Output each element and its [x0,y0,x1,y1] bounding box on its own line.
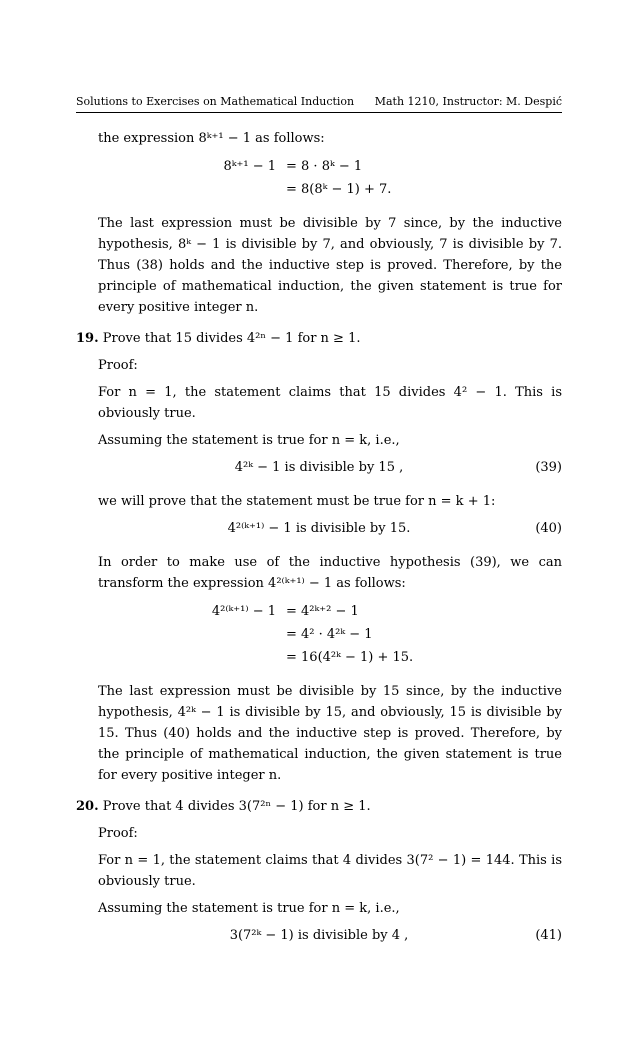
problem-19-equation-block [76,602,562,671]
p19-eq-rhs-1: = 4²ᵏ⁺² − 1 [286,604,359,619]
equation-39-body: 4²ᵏ − 1 is divisible by 15 , [234,460,404,475]
problem-20-number: 20. [76,799,99,814]
problem-19-assumption: Assuming the statement is true for n = k, i.e., [98,433,400,448]
s18-equation-block [76,157,562,203]
p19-eq-lhs: 4²⁽ᵏ⁺¹⁾ − 1 [211,604,276,619]
problem-19-text: Prove that 15 divides 4²ⁿ − 1 for n ≥ 1. [102,331,361,346]
p19-eq-rhs-2: = 4² · 4²ᵏ − 1 [286,627,373,642]
equation-40-number: (40) [535,521,562,536]
problem-20-assumption: Assuming the statement is true for n = k, i.e., [98,901,400,916]
header-left: Solutions to Exercises on Mathematical Induction [76,95,355,108]
problem-20-base-case: For n = 1, the statement claims that 4 divides 3(7² − 1) = 144. This is obviously true. [98,853,562,889]
header-right: Math 1210, Instructor: M. Despić [374,95,562,108]
s18-eq-rhs-1: = 8 · 8ᵏ − 1 [286,159,363,174]
page-body [76,128,562,959]
s18-conclusion: The last expression must be divisible by 7 since, by the inductive hypothesis, 8ᵏ − 1 is divisible by 7, and obviously, 7 is divisible by 7. Thus (38) holds and the inductive step is proved. Therefore, by the principle of mathematical induction, the given statement is true for every positive integer n. [98,216,562,315]
s18-intro: the expression 8ᵏ⁺¹ − 1 as follows: [98,131,325,146]
equation-40-body: 4²⁽ᵏ⁺¹⁾ − 1 is divisible by 15. [227,521,411,536]
problem-20-statement [76,796,562,817]
problem-20-text: Prove that 4 divides 3(7²ⁿ − 1) for n ≥ 1. [102,799,371,814]
problem-20-proof-label: Proof: [98,826,138,841]
problem-19-will-prove: we will prove that the statement must be true for n = k + 1: [98,494,496,509]
p19-eq-rhs-3: = 16(4²ᵏ − 1) + 15. [286,650,414,665]
problem-19-statement [76,328,562,349]
problem-19-number: 19. [76,331,99,346]
equation-41-number: (41) [535,928,562,943]
s18-eq-rhs-2: = 8(8ᵏ − 1) + 7. [286,182,392,197]
equation-41 [76,925,562,951]
equation-39-number: (39) [535,460,562,475]
running-header [76,95,562,113]
equation-40 [76,518,562,544]
problem-19-conclusion: The last expression must be divisible by 15 since, by the inductive hypothesis, 4²ᵏ − 1 is divisible by 15, and obviously, 15 is divisible by 15. Thus (40) holds and the inductive step is proved. Therefore, by the principle of mathematical induction, the given statement is true for every positive integer n. [98,684,562,783]
equation-39 [76,457,562,483]
problem-19-proof-label: Proof: [98,358,138,373]
s18-eq-lhs: 8ᵏ⁺¹ − 1 [223,159,276,174]
equation-41-body: 3(7²ᵏ − 1) is divisible by 4 , [229,928,409,943]
problem-19-base-case: For n = 1, the statement claims that 15 divides 4² − 1. This is obviously true. [98,385,562,421]
problem-19-transform: In order to make use of the inductive hypothesis (39), we can transform the expression 4²⁽ᵏ⁺¹⁾ − 1 as follows: [98,555,562,591]
